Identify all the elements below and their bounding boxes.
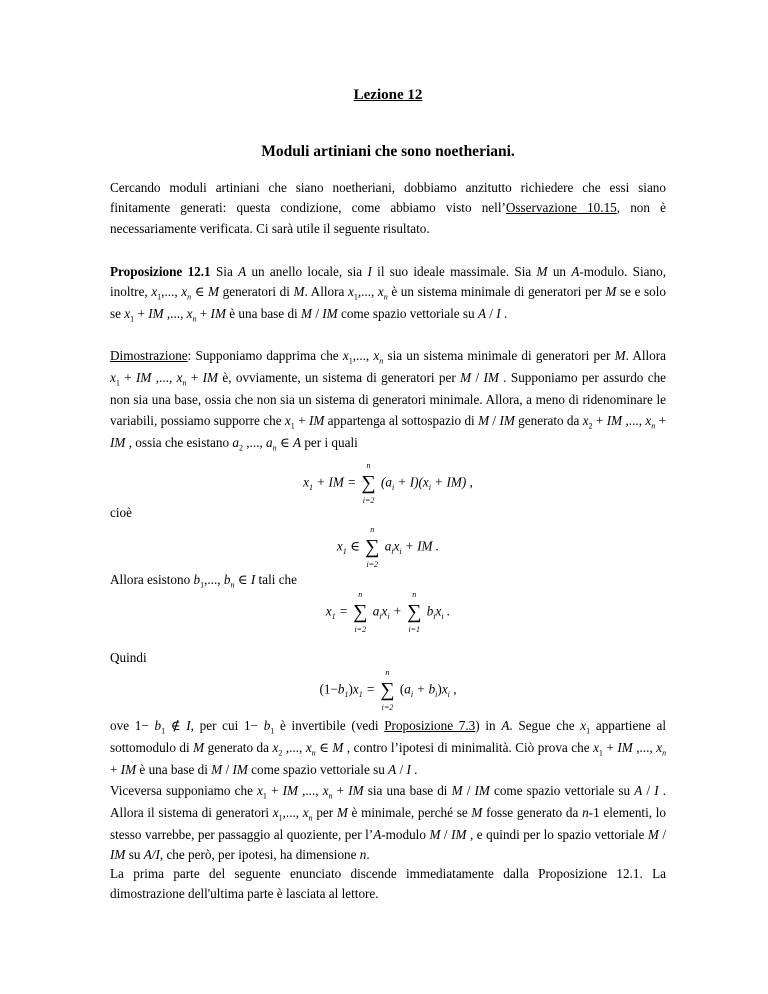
proof-ref-link[interactable]: Proposizione 7.3	[384, 718, 476, 733]
equation-4: $(1-b_1)x_1$ = ∑ n i=2 $(a_i + b_i)x_i$ ,	[319, 668, 457, 712]
equation-2: $x_1$ ∈ ∑ n i=2 $a_ix_i$ + IM .	[336, 525, 440, 569]
intro-ref-link[interactable]: Osservazione 10.15	[505, 200, 617, 216]
equation-3: $x_1$ = ∑ n i=2 $a_ix_i$ + ∑ n i=1 $b_ix_i$ .	[325, 590, 451, 634]
intro-paragraph	[110, 178, 666, 239]
intro-text-before: Cercando moduli artiniani che siano noetheriani, dobbiamo anzitutto richiedere che essi siano finitamente generati: questa condizione, come abbiamo visto nell’	[110, 180, 666, 216]
proof-label: Dimostrazione	[110, 348, 188, 363]
equation-1: $x_1$ + IM = ∑ n i=2 $(a_i + I)(x_i + IM)$ ,	[303, 461, 473, 505]
proof-paragraph-2: ove $1- b_1$ ∉ I, per cui $1- b_1$ è invertibile (vedi Proposizione 7.3) in A. Segue che $x_1$ appartiene al sottomodulo di M generato da $x_2$ ,..., $x_n$ ∈ M , contro l’ipotesi di minimalità. Ciò prova che $x_1$ + IM ,..., $x_n$ + IM è una base di M / IM come spazio vettoriale su A / I . Viceversa supponiamo che $x_1$ + IM ,..., $x_n$ + IM sia una base di M / IM come spazio vettoriale su A / I . Allora il sistema di generatori $x_1$,..., $x_n$ per M è minimale, perché se M fosse generato da n-1 elementi, lo stesso varrebbe, per passaggio al quoziente, per l’A-modulo M / IM , e quindi per lo spazio vettoriale M / IM su A/I, che però, per ipotesi, ha dimensione n.	[110, 718, 667, 863]
text-allora-esistono: Allora esistono $b_1$,..., $b_n$ ∈ I tali che	[110, 572, 297, 590]
proof-paragraph: Dimostrazione: Supponiamo dapprima che $x_1$,..., $x_n$ sia un sistema minimale di generatori per M. Allora $x_1$ + IM ,..., $x_n$ + IM è, ovviamente, un sistema di generatori per M / IM . Supponiamo per assurdo che non sia una base, ossia che non sia un sistema di generatori minimale. Allora, a meno di ridenominare le variabili, possiamo supporre che $x_1$ + IM appartenga al sottospazio di M / IM generato da $x_2$ + IM ,..., $x_n$ + IM , ossia che esistano $a_2$ ,..., $a_n$ ∈ A per i quali	[110, 348, 667, 453]
section-title: Moduli artiniani che sono noetheriani.	[261, 143, 515, 160]
lesson-title: Lezione 12	[353, 87, 423, 103]
proposition-label: Proposizione 12.1	[110, 264, 211, 279]
text-cioe: cioè	[110, 505, 132, 520]
text-quindi: Quindi	[110, 650, 147, 665]
proposition-paragraph: Proposizione 12.1 Sia A un anello locale, sia I il suo ideale massimale. Sia M un A-modulo. Siano, inoltre, $x_1$,..., $x_n$ ∈ M generatori di M. Allora $x_1$,..., $x_n$ è un sistema minimale di generatori per M se e solo se $x_1$ + IM ,..., $x_n$ + IM è una base di M / IM come spazio vettoriale su A / I .	[110, 264, 667, 325]
closing-paragraph: La prima parte del seguente enunciato discende immediatamente dalla Proposizione 12.1. La dimostrazione dell'ultima parte è lasciata al lettore.	[110, 866, 666, 902]
intro-text-after: , non è necessariamente verificata. Ci sarà utile il seguente risultato.	[110, 200, 667, 236]
